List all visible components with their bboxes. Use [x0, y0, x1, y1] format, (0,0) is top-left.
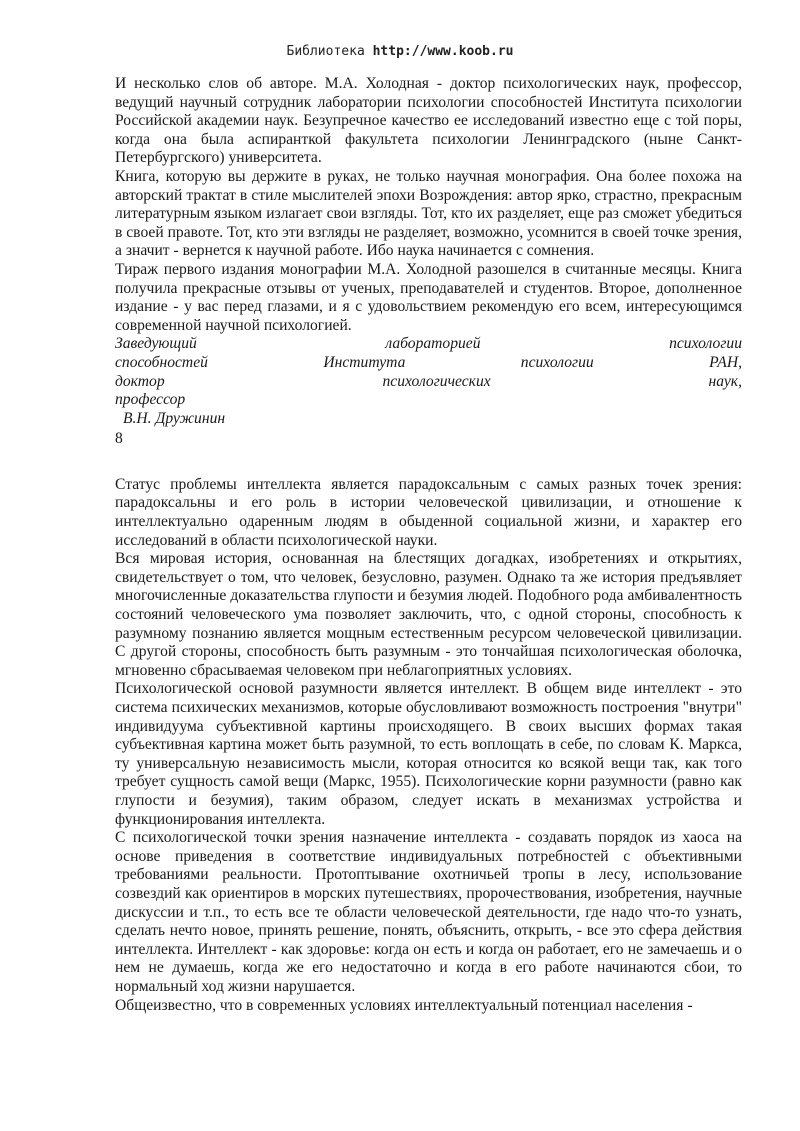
chapter-paragraph: Психологической основой разумности является интеллект. В общем виде интеллект - это система психических механизмов, которые обусловливают возможность построения "внутри" индивидуума субъективной картины происходящего. В своих высших формах такая субъективная картина может быть разумной, то есть воплощать в себе, по словам К. Маркса, ту универсальную независимость мысли, которая относится ко всякой вещи так, как того требует сущность самой вещи (Маркс, 1955). Психологические корни разумности (равно как глупости и безумия), таким образом, следует искать в механизмах устройства и функционирования интеллекта. [115, 680, 742, 828]
page-header [0, 44, 800, 59]
signature-word: наук, [708, 372, 742, 390]
foreword-paragraph: Книга, которую вы держите в руках, не только научная монография. Она более похожа на авторский трактат в стиле мыслителей эпохи Возрождения: автор ярко, страстно, прекрасным литературным языком излагает свои взгляды. Тот, кто их разделяет, еще раз сможет убедиться в своей правоте. Тот, кто эти взгляды не разделяет, возможно, усомнится в своей точке зрения, а значит - вернется к научной работе. Ибо наука начинается с сомнения. [115, 167, 742, 260]
signature-line [115, 373, 742, 392]
signature-word: РАН, [709, 353, 742, 371]
signature-word: психологии [669, 335, 742, 353]
library-label: Библиотека [286, 44, 365, 59]
section-spacer [115, 449, 742, 476]
chapter-paragraph: Общеизвестно, что в современных условиях интеллектуальный потенциал населения - [115, 996, 693, 1014]
signature-line [115, 335, 742, 354]
chapter-paragraph: Статус проблемы интеллекта является парадоксальным с самых разных точек зрения: парадоксальны и его роль в истории человеческой цивилизации, и отношение к интеллектуально одаренным людям в обыденной социальной жизни, и характер его исследований в области психологической науки. [115, 475, 742, 549]
foreword-paragraph: Тираж первого издания монографии М.А. Холодной разошелся в считанные месяцы. Книга получила прекрасные отзывы от ученых, преподавателей и студентов. Второе, дополненное издание - у вас перед глазами, и я с удовольствием рекомендую его всем, интересующимся современной научной психологией. [115, 260, 742, 334]
signature-word: Заведующий [115, 335, 197, 353]
signature-word: способностей [115, 353, 208, 371]
signature-block [115, 335, 742, 428]
signature-name: В.Н. Дружинин [123, 409, 226, 427]
library-url-link[interactable]: http://www.koob.ru [372, 44, 514, 59]
chapter-paragraph: С психологической точки зрения назначение интеллекта - создавать порядок из хаоса на основе приведения в соответствие индивидуальных потребностей с объективными требованиями реальности. Протоптывание охотничьей тропы в лесу, использование созвездий как ориентиров в морских путешествиях, пророчествования, изобретения, научные дискуссии и т.п., то есть все те области человеческой деятельности, где надо что-то узнать, сделать нечто новое, принять решение, понять, объяснить, открыть, - все это сфера действия интеллекта. Интеллект - как здоровье: когда он есть и когда он работает, его не замечаешь и о нем не думаешь, когда же его недостаточно и когда в его работе начинаются сбои, то нормальный ход жизни нарушается. [115, 829, 742, 995]
signature-word: лабораторией [385, 335, 481, 353]
signature-word: Института [323, 353, 406, 371]
signature-line [115, 354, 742, 373]
signature-word: доктор [115, 372, 165, 390]
signature-word: психологических [382, 372, 491, 390]
foreword-paragraph: И несколько слов об авторе. М.А. Холодная - доктор психологических наук, профессор, ведущий научный сотрудник лаборатории психологии способностей Института психологии Российской академии наук. Безупречное качество ее исследований известно еще с той поры, когда она была аспиранткой факультета психологии Ленинградского (ныне Санкт-Петербургского) университета. [115, 75, 742, 167]
signature-word: психологии [520, 353, 594, 371]
page-content [115, 75, 742, 1015]
page-number: 8 [115, 430, 123, 448]
chapter-paragraph: Вся мировая история, основанная на блестящих догадках, изобретениях и открытиях, свидетельствует о том, что человек, безусловно, разумен. Однако та же история предъявляет многочисленные доказательства глупости и безумия людей. Подобного рода амбивалентность состояний человеческого ума позволяет заключить, что, с одной стороны, способность к разумному познанию является мощным естественным ресурсом человеческой цивилизации. С другой стороны, способность быть разумным - это тончайшая психологическая оболочка, мгновенно сбрасываемая человеком при неблагоприятных условиях. [115, 550, 742, 679]
signature-title: профессор [115, 391, 186, 409]
